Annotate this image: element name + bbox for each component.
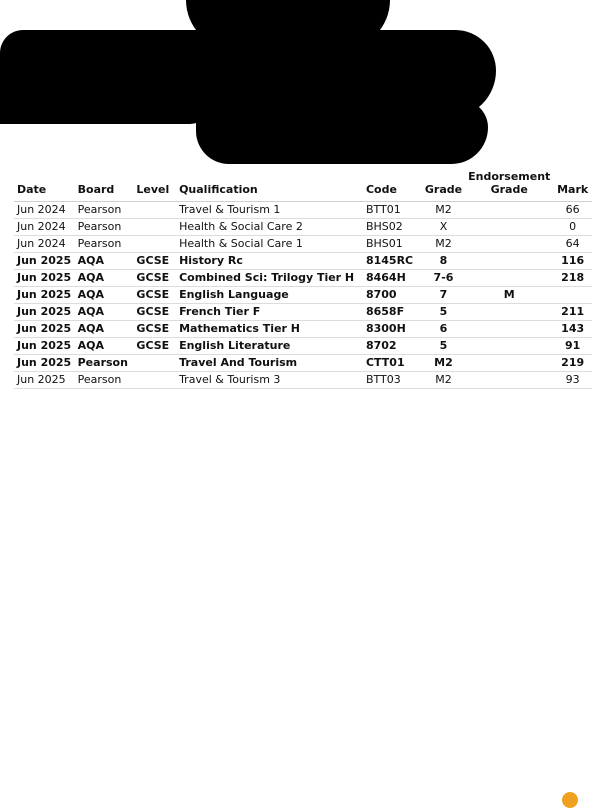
cell-qualification: Combined Sci: Trilogy Tier H — [176, 270, 363, 287]
cell-code: BTT01 — [363, 202, 422, 219]
cell-grade: X — [422, 219, 465, 236]
cell-grade: M2 — [422, 372, 465, 389]
accent-dot — [562, 792, 578, 808]
header-mark: Mark — [553, 170, 592, 202]
cell-date: Jun 2024 — [14, 202, 75, 219]
cell-board: Pearson — [75, 236, 134, 253]
cell-level — [133, 236, 176, 253]
cell-qualification: History Rc — [176, 253, 363, 270]
cell-mark: 218 — [553, 270, 592, 287]
cell-level — [133, 219, 176, 236]
cell-qualification: French Tier F — [176, 304, 363, 321]
cell-mark — [553, 287, 592, 304]
cell-code: 8658F — [363, 304, 422, 321]
table-row — [14, 304, 592, 321]
cell-board: AQA — [75, 304, 134, 321]
header-board: Board — [75, 170, 134, 202]
cell-board: Pearson — [75, 372, 134, 389]
cell-qualification: English Literature — [176, 338, 363, 355]
cell-mark: 143 — [553, 321, 592, 338]
redaction-block — [196, 100, 488, 164]
cell-code: 8700 — [363, 287, 422, 304]
cell-board: AQA — [75, 253, 134, 270]
cell-endorsement-grade — [465, 219, 553, 236]
cell-qualification: Travel & Tourism 1 — [176, 202, 363, 219]
cell-code: 8464H — [363, 270, 422, 287]
table-header-row — [14, 170, 592, 202]
cell-qualification: Health & Social Care 1 — [176, 236, 363, 253]
table-row — [14, 202, 592, 219]
redaction-block — [0, 90, 210, 124]
table-row — [14, 219, 592, 236]
results-table — [14, 170, 592, 389]
cell-board: AQA — [75, 287, 134, 304]
table-row — [14, 270, 592, 287]
cell-qualification: Travel And Tourism — [176, 355, 363, 372]
cell-mark: 91 — [553, 338, 592, 355]
cell-endorsement-grade — [465, 355, 553, 372]
cell-level: GCSE — [133, 270, 176, 287]
cell-code: BTT03 — [363, 372, 422, 389]
cell-endorsement-grade: M — [465, 287, 553, 304]
cell-code: BHS02 — [363, 219, 422, 236]
cell-code: 8702 — [363, 338, 422, 355]
header-date: Date — [14, 170, 75, 202]
cell-code: CTT01 — [363, 355, 422, 372]
cell-grade: 7 — [422, 287, 465, 304]
cell-endorsement-grade — [465, 338, 553, 355]
cell-board: AQA — [75, 321, 134, 338]
cell-mark: 116 — [553, 253, 592, 270]
cell-endorsement-grade — [465, 372, 553, 389]
cell-date: Jun 2024 — [14, 219, 75, 236]
cell-grade: M2 — [422, 236, 465, 253]
cell-level: GCSE — [133, 321, 176, 338]
cell-qualification: Travel & Tourism 3 — [176, 372, 363, 389]
cell-level: GCSE — [133, 253, 176, 270]
cell-level: GCSE — [133, 287, 176, 304]
cell-mark: 211 — [553, 304, 592, 321]
cell-date: Jun 2025 — [14, 287, 75, 304]
header-endorsement-grade: Endorsement Grade — [465, 170, 553, 202]
cell-grade: 5 — [422, 304, 465, 321]
results-body — [14, 202, 592, 389]
cell-board: AQA — [75, 270, 134, 287]
table-row — [14, 372, 592, 389]
cell-endorsement-grade — [465, 304, 553, 321]
cell-date: Jun 2025 — [14, 338, 75, 355]
cell-qualification: Mathematics Tier H — [176, 321, 363, 338]
table-row — [14, 287, 592, 304]
cell-mark: 93 — [553, 372, 592, 389]
cell-date: Jun 2025 — [14, 355, 75, 372]
table-row — [14, 355, 592, 372]
table-row — [14, 321, 592, 338]
cell-grade: M2 — [422, 355, 465, 372]
cell-mark: 64 — [553, 236, 592, 253]
cell-board: Pearson — [75, 355, 134, 372]
header-qualification: Qualification — [176, 170, 363, 202]
cell-date: Jun 2024 — [14, 236, 75, 253]
cell-code: BHS01 — [363, 236, 422, 253]
cell-endorsement-grade — [465, 253, 553, 270]
header-level: Level — [133, 170, 176, 202]
cell-board: Pearson — [75, 202, 134, 219]
cell-level — [133, 372, 176, 389]
cell-endorsement-grade — [465, 202, 553, 219]
cell-date: Jun 2025 — [14, 270, 75, 287]
cell-endorsement-grade — [465, 321, 553, 338]
table-row — [14, 236, 592, 253]
cell-date: Jun 2025 — [14, 253, 75, 270]
header-code: Code — [363, 170, 422, 202]
cell-mark: 66 — [553, 202, 592, 219]
cell-level — [133, 355, 176, 372]
cell-code: 8300H — [363, 321, 422, 338]
cell-grade: M2 — [422, 202, 465, 219]
cell-level — [133, 202, 176, 219]
cell-board: AQA — [75, 338, 134, 355]
cell-grade: 6 — [422, 321, 465, 338]
cell-endorsement-grade — [465, 236, 553, 253]
cell-qualification: English Language — [176, 287, 363, 304]
header-grade: Grade — [422, 170, 465, 202]
table-row — [14, 253, 592, 270]
cell-qualification: Health & Social Care 2 — [176, 219, 363, 236]
cell-grade: 7-6 — [422, 270, 465, 287]
cell-grade: 5 — [422, 338, 465, 355]
cell-endorsement-grade — [465, 270, 553, 287]
cell-level: GCSE — [133, 338, 176, 355]
cell-level: GCSE — [133, 304, 176, 321]
cell-mark: 219 — [553, 355, 592, 372]
cell-date: Jun 2025 — [14, 321, 75, 338]
cell-board: Pearson — [75, 219, 134, 236]
cell-code: 8145RC — [363, 253, 422, 270]
cell-date: Jun 2025 — [14, 372, 75, 389]
cell-date: Jun 2025 — [14, 304, 75, 321]
cell-grade: 8 — [422, 253, 465, 270]
table-row — [14, 338, 592, 355]
cell-mark: 0 — [553, 219, 592, 236]
